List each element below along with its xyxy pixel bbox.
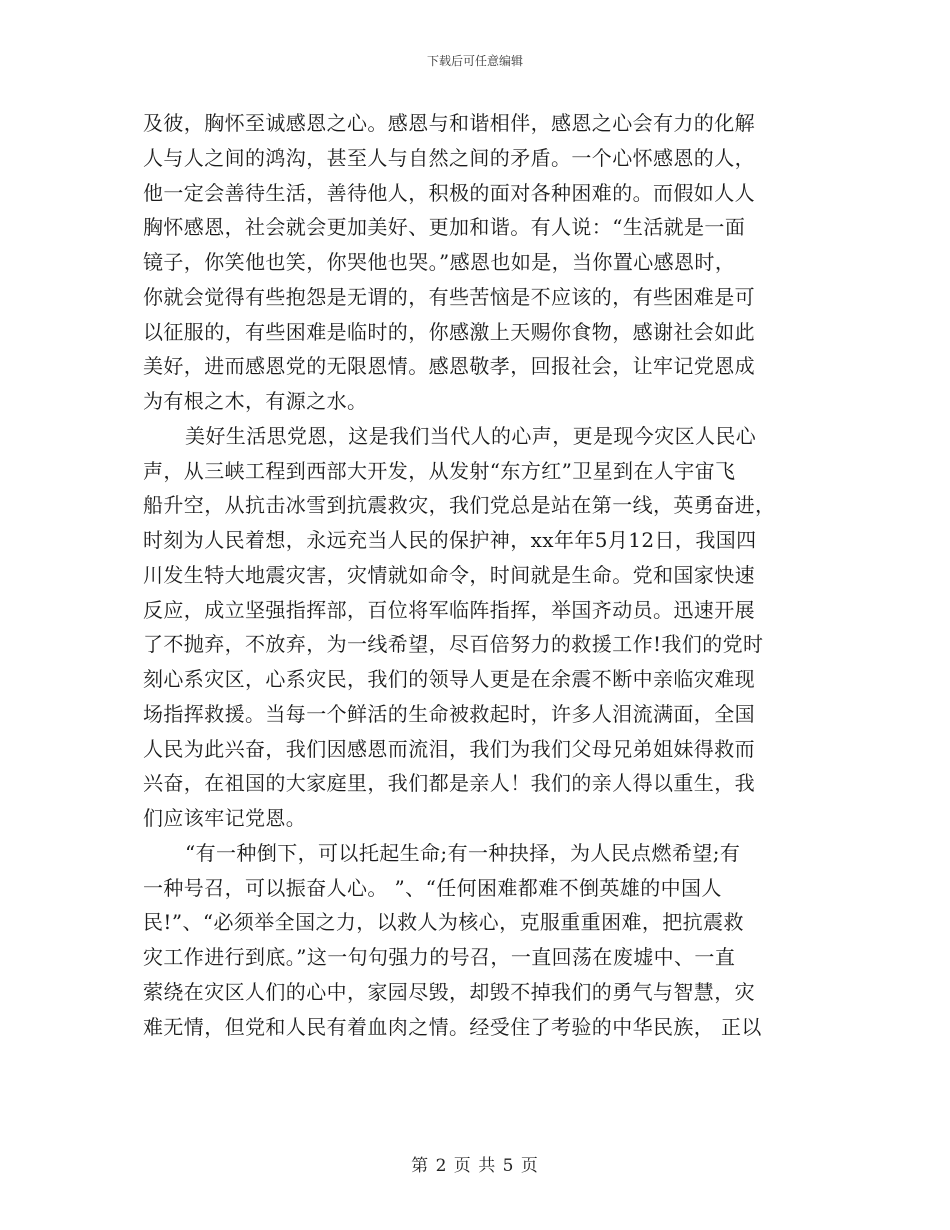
text-line: 一种号召，可以振奋人心。 ”、“任何困难都难不倒英雄的中国人: [143, 875, 722, 900]
text-line: 人与人之间的鸿沟，甚至人与自然之间的矛盾。一个心怀感恩的人，: [143, 145, 755, 170]
page-number: 第 2 页 共 5 页: [411, 1156, 539, 1176]
document-body: [143, 106, 803, 1044]
text-line: 灾工作进行到底。”这一句句强力的号召，一直回荡在废墟中、一直: [143, 945, 736, 969]
text-line: 美好生活思党恩，这是我们当代人的心声，更是现今灾区人民心: [185, 423, 757, 448]
text-line: 刻心系灾区，心系灾民，我们的领导人更是在余震不断中亲临灾难现: [143, 667, 755, 691]
text-line: 反应，成立坚强指挥部，百位将军临阵指挥，举国齐动员。迅速开展: [143, 597, 755, 622]
text-line: “有一种倒下，可以托起生命;有一种抉择，为人民点燃希望;有: [185, 840, 741, 865]
text-line: 民!”、“必须举全国之力，以救人为核心，克服重重困难，把抗震救: [143, 910, 744, 935]
text-line: 时刻为人民着想，永远充当人民的保护神，xx年年5月12日，我国四: [143, 528, 757, 552]
text-line: 为有根之木，有源之水。: [143, 389, 368, 413]
text-line: 萦绕在灾区人们的心中，家园尽毁，却毁不掉我们的勇气与智慧，灾: [143, 979, 755, 1004]
text-line: 川发生特大地震灾害，灾情就如命令，时间就是生命。党和国家快速: [143, 562, 755, 587]
text-line: 及彼，胸怀至诚感恩之心。感恩与和谐相伴，感恩之心会有力的化解: [143, 111, 755, 135]
page-header: 下载后可任意编辑: [426, 54, 523, 68]
paragraph-1: [143, 106, 803, 419]
text-line: 们应该牢记党恩。: [143, 806, 307, 830]
text-line: 他一定会善待生活，善待他人，积极的面对各种困难的。而假如人人: [143, 180, 755, 205]
text-line: 镜子，你笑他也笑，你哭他也哭。”感恩也如是，当你置心感恩时，: [143, 250, 736, 274]
text-line: 以征服的，有些困难是临时的，你感激上天赐你食物，感谢社会如此: [143, 319, 755, 344]
text-line: 船升空，从抗击冰雪到抗震救灾，我们党总是站在第一线，英勇奋进，: [143, 493, 776, 518]
paragraph-3: [143, 836, 803, 1045]
text-line: 你就会觉得有些抱怨是无谓的，有些苦恼是不应该的，有些困难是可: [143, 284, 755, 309]
text-line: 了不抛弃，不放弃，为一线希望，尽百倍努力的救援工作!我们的党时: [143, 632, 764, 657]
text-line: 人民为此兴奋，我们因感恩而流泪，我们为我们父母兄弟姐妹得救而: [143, 736, 755, 761]
paragraph-2: [143, 419, 803, 836]
text-line: 美好，进而感恩党的无限恩情。感恩敬孝，回报社会，让牢记党恩成: [143, 354, 755, 379]
text-line: 胸怀感恩，社会就会更加美好、更加和谐。有人说：“生活就是一面: [143, 215, 746, 240]
text-line: 场指挥救援。当每一个鲜活的生命被救起时，许多人泪流满面，全国: [143, 701, 755, 726]
text-line: 难无情，但党和人民有着血肉之情。经受住了考验的中华民族， 正以: [143, 1014, 762, 1039]
text-line: 声，从三峡工程到西部大开发，从发射“东方红”卫星到在人宇宙飞: [143, 458, 736, 483]
text-line: 兴奋，在祖国的大家庭里，我们都是亲人！我们的亲人得以重生，我: [143, 771, 755, 796]
